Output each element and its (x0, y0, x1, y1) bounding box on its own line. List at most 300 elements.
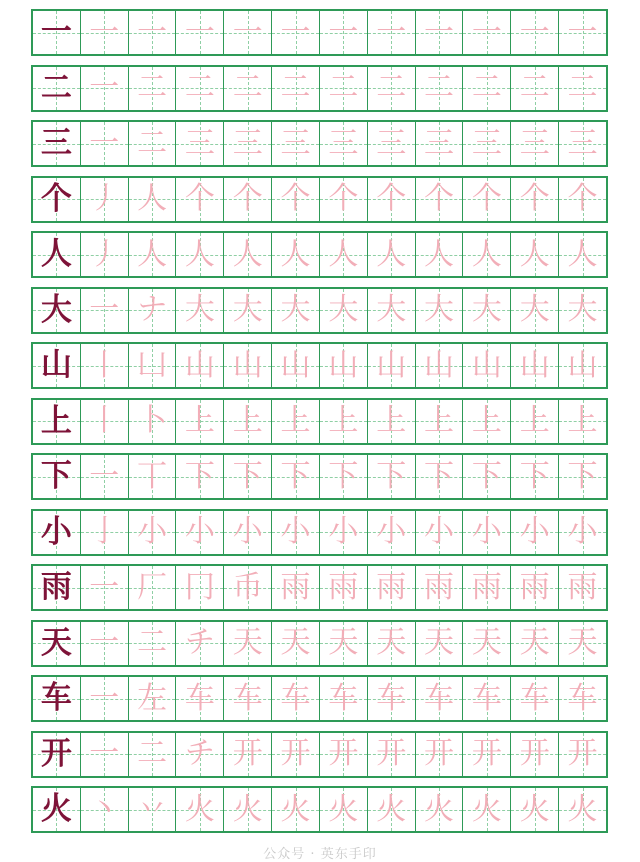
trace-character: 三 (424, 125, 455, 161)
trace-character: 下 (424, 458, 455, 494)
grid-cell (367, 344, 415, 387)
trace-character: 丅 (137, 458, 168, 494)
grid-cell (80, 677, 128, 720)
trace-character: 左 (137, 680, 168, 716)
grid-cell (80, 511, 128, 554)
grid-cell (510, 344, 558, 387)
trace-character: 凵 (137, 347, 168, 383)
trace-character: 人 (328, 236, 359, 272)
grid-cell (510, 622, 558, 665)
trace-character: 山 (519, 347, 550, 383)
grid-cell (367, 788, 415, 831)
grid-cell (415, 455, 463, 498)
grid-cell (462, 788, 510, 831)
trace-character: 二 (137, 125, 168, 161)
grid-cell (510, 67, 558, 110)
trace-character: 冂 (184, 569, 215, 605)
grid-cell (462, 455, 510, 498)
trace-character: 上 (471, 403, 502, 438)
trace-character: 一 (89, 458, 120, 494)
trace-character: 天 (328, 625, 359, 660)
model-character: 大 (40, 291, 72, 328)
trace-character: 丷 (137, 791, 168, 827)
grid-cell (175, 233, 223, 276)
grid-cell (175, 733, 223, 776)
grid-cell (33, 67, 80, 110)
trace-character: 丶 (89, 791, 120, 827)
trace-character: 丨 (89, 403, 120, 438)
trace-character: 二 (471, 70, 502, 105)
practice-row (31, 231, 608, 278)
practice-row (31, 509, 608, 556)
grid-cell (319, 178, 367, 221)
grid-cell (510, 11, 558, 54)
trace-character: 大 (232, 292, 263, 327)
model-character: 山 (40, 347, 72, 383)
grid-cell (128, 622, 176, 665)
grid-cell (128, 788, 176, 831)
grid-cell (367, 233, 415, 276)
trace-character: 个 (328, 181, 359, 216)
model-character: 雨 (40, 569, 72, 605)
grid-cell (510, 677, 558, 720)
grid-cell (462, 67, 510, 110)
grid-cell (271, 11, 319, 54)
trace-character: 开 (519, 736, 550, 771)
trace-character: 个 (519, 181, 550, 216)
grid-cell (558, 400, 606, 443)
grid-cell (128, 344, 176, 387)
grid-cell (510, 511, 558, 554)
trace-character: 人 (280, 236, 311, 272)
trace-character: 雨 (567, 569, 598, 605)
grid-cell (223, 122, 271, 165)
grid-cell (175, 622, 223, 665)
trace-character: 上 (328, 403, 359, 438)
grid-cell (223, 622, 271, 665)
practice-row (31, 9, 608, 56)
practice-row (31, 786, 608, 833)
trace-character: 个 (424, 181, 455, 216)
practice-row (31, 65, 608, 112)
trace-character: 下 (567, 458, 598, 494)
trace-character: 下 (328, 458, 359, 494)
grid-cell (367, 289, 415, 332)
trace-character: 个 (184, 181, 215, 216)
trace-character: 开 (280, 736, 311, 771)
model-character: 天 (40, 624, 72, 661)
grid-cell (462, 511, 510, 554)
trace-character: 人 (424, 236, 455, 272)
trace-character: 火 (471, 791, 502, 827)
grid-cell (367, 511, 415, 554)
trace-character: 一 (184, 14, 215, 50)
grid-cell (367, 455, 415, 498)
trace-character: 一 (519, 14, 550, 50)
grid-cell (510, 455, 558, 498)
grid-cell (510, 178, 558, 221)
trace-character: 一 (232, 14, 263, 50)
grid-cell (415, 122, 463, 165)
grid-cell (175, 67, 223, 110)
grid-cell (367, 400, 415, 443)
grid-cell (80, 67, 128, 110)
model-character: 上 (40, 402, 72, 439)
grid-cell (223, 289, 271, 332)
grid-cell (319, 622, 367, 665)
grid-cell (223, 400, 271, 443)
model-character: 小 (40, 513, 72, 550)
grid-cell (128, 733, 176, 776)
grid-cell (175, 400, 223, 443)
grid-cell (415, 788, 463, 831)
practice-row (31, 176, 608, 223)
trace-character: 大 (280, 292, 311, 327)
trace-character: 二 (328, 70, 359, 105)
trace-character: 车 (376, 680, 407, 716)
grid-cell (415, 344, 463, 387)
trace-character: 亅 (89, 514, 120, 549)
trace-character: 大 (519, 292, 550, 327)
grid-cell (558, 622, 606, 665)
trace-character: 小 (567, 514, 598, 549)
grid-cell (319, 455, 367, 498)
model-character: 开 (40, 735, 72, 772)
grid-cell (223, 677, 271, 720)
grid-cell (223, 788, 271, 831)
trace-character: ナ (137, 292, 168, 327)
trace-character: 三 (232, 125, 263, 161)
grid-cell (462, 677, 510, 720)
model-character: 个 (40, 180, 72, 217)
grid-cell (558, 233, 606, 276)
grid-cell (558, 788, 606, 831)
trace-character: 山 (567, 347, 598, 383)
trace-character: 小 (232, 514, 263, 549)
grid-cell (128, 677, 176, 720)
grid-cell (319, 233, 367, 276)
trace-character: 火 (567, 791, 598, 827)
grid-cell (558, 178, 606, 221)
grid-cell (33, 344, 80, 387)
trace-character: 二 (280, 70, 311, 105)
trace-character: 个 (280, 181, 311, 216)
grid-cell (271, 400, 319, 443)
trace-character: 天 (567, 625, 598, 660)
trace-character: 个 (376, 181, 407, 216)
grid-cell (80, 344, 128, 387)
grid-cell (462, 289, 510, 332)
trace-character: 一 (89, 125, 120, 161)
grid-cell (367, 178, 415, 221)
trace-character: 下 (184, 458, 215, 494)
grid-cell (319, 400, 367, 443)
grid-cell (80, 400, 128, 443)
trace-character: 车 (567, 680, 598, 716)
trace-character: 卜 (137, 403, 168, 438)
trace-character: 三 (328, 125, 359, 161)
trace-character: 大 (424, 292, 455, 327)
grid-cell (80, 233, 128, 276)
trace-character: 小 (137, 514, 168, 549)
grid-cell (223, 566, 271, 609)
grid-cell (558, 455, 606, 498)
trace-character: 一 (89, 736, 120, 771)
grid-cell (462, 11, 510, 54)
grid-cell (462, 344, 510, 387)
grid-cell (415, 178, 463, 221)
trace-character: 雨 (280, 569, 311, 605)
trace-character: 车 (471, 680, 502, 716)
trace-character: 开 (424, 736, 455, 771)
grid-cell (271, 178, 319, 221)
trace-character: 一 (280, 14, 311, 50)
grid-cell (80, 733, 128, 776)
grid-cell (415, 67, 463, 110)
grid-cell (415, 733, 463, 776)
grid-cell (319, 67, 367, 110)
grid-cell (367, 733, 415, 776)
trace-character: 一 (567, 14, 598, 50)
grid-cell (271, 344, 319, 387)
grid-cell (510, 122, 558, 165)
trace-character: 大 (184, 292, 215, 327)
grid-cell (175, 178, 223, 221)
grid-cell (558, 289, 606, 332)
trace-character: 火 (280, 791, 311, 827)
trace-character: 山 (184, 347, 215, 383)
trace-character: 车 (519, 680, 550, 716)
grid-cell (128, 11, 176, 54)
trace-character: 人 (471, 236, 502, 272)
grid-cell (175, 788, 223, 831)
grid-cell (462, 178, 510, 221)
grid-cell (415, 511, 463, 554)
trace-character: 火 (519, 791, 550, 827)
practice-row (31, 564, 608, 611)
trace-character: 小 (424, 514, 455, 549)
grid-cell (271, 733, 319, 776)
trace-character: 山 (280, 347, 311, 383)
grid-cell (33, 455, 80, 498)
practice-sheet (31, 9, 608, 842)
practice-row (31, 731, 608, 778)
grid-cell (367, 122, 415, 165)
grid-cell (271, 511, 319, 554)
grid-cell (558, 677, 606, 720)
grid-cell (319, 677, 367, 720)
trace-character: 天 (376, 625, 407, 660)
grid-cell (558, 566, 606, 609)
grid-cell (223, 67, 271, 110)
trace-character: 开 (376, 736, 407, 771)
trace-character: 二 (376, 70, 407, 105)
trace-character: 小 (519, 514, 550, 549)
trace-character: 天 (424, 625, 455, 660)
grid-cell (271, 788, 319, 831)
trace-character: 二 (137, 736, 168, 771)
model-character: 人 (40, 236, 72, 272)
trace-character: 下 (280, 458, 311, 494)
trace-character: 小 (184, 514, 215, 549)
trace-character: 雨 (328, 569, 359, 605)
grid-cell (271, 566, 319, 609)
practice-row (31, 287, 608, 334)
grid-cell (462, 400, 510, 443)
grid-cell (33, 289, 80, 332)
grid-cell (367, 11, 415, 54)
grid-cell (33, 677, 80, 720)
trace-character: 车 (280, 680, 311, 716)
trace-character: 一 (137, 14, 168, 50)
grid-cell (80, 622, 128, 665)
trace-character: 车 (184, 680, 215, 716)
trace-character: 个 (567, 181, 598, 216)
trace-character: 雨 (376, 569, 407, 605)
grid-cell (271, 622, 319, 665)
trace-character: 二 (137, 625, 168, 660)
trace-character: 雨 (424, 569, 455, 605)
grid-cell (33, 566, 80, 609)
practice-row (31, 453, 608, 500)
trace-character: 一 (89, 625, 120, 660)
trace-character: 人 (184, 236, 215, 272)
grid-cell (558, 122, 606, 165)
trace-character: 人 (376, 236, 407, 272)
trace-character: 丿 (89, 181, 120, 216)
trace-character: 二 (424, 70, 455, 105)
trace-character: 雨 (519, 569, 550, 605)
model-character: 车 (40, 680, 72, 716)
practice-row (31, 620, 608, 667)
practice-row (31, 398, 608, 445)
grid-cell (175, 11, 223, 54)
trace-character: 开 (567, 736, 598, 771)
trace-character: 三 (184, 125, 215, 161)
trace-character: 人 (137, 236, 168, 272)
grid-cell (80, 11, 128, 54)
grid-cell (128, 400, 176, 443)
trace-character: 火 (328, 791, 359, 827)
trace-character: 火 (232, 791, 263, 827)
trace-character: 山 (328, 347, 359, 383)
trace-character: 三 (471, 125, 502, 161)
trace-character: 个 (471, 181, 502, 216)
grid-cell (175, 289, 223, 332)
grid-cell (33, 511, 80, 554)
model-character: 二 (40, 69, 72, 106)
grid-cell (175, 344, 223, 387)
footer-watermark: 公众号 · 英东手印 (263, 847, 377, 862)
trace-character: 三 (567, 125, 598, 161)
trace-character: 山 (471, 347, 502, 383)
grid-cell (510, 400, 558, 443)
grid-cell (558, 67, 606, 110)
grid-cell (415, 11, 463, 54)
grid-cell (462, 233, 510, 276)
trace-character: 二 (232, 70, 263, 105)
grid-cell (128, 178, 176, 221)
grid-cell (175, 677, 223, 720)
grid-cell (128, 122, 176, 165)
trace-character: 天 (232, 625, 263, 660)
trace-character: 山 (424, 347, 455, 383)
trace-character: 火 (424, 791, 455, 827)
grid-cell (80, 566, 128, 609)
trace-character: 上 (184, 403, 215, 438)
trace-character: 开 (232, 736, 263, 771)
grid-cell (223, 11, 271, 54)
trace-character: 雨 (471, 569, 502, 605)
grid-cell (319, 289, 367, 332)
grid-cell (319, 344, 367, 387)
grid-cell (128, 511, 176, 554)
grid-cell (510, 788, 558, 831)
trace-character: 大 (376, 292, 407, 327)
trace-character: 小 (376, 514, 407, 549)
grid-cell (367, 677, 415, 720)
trace-character: 丨 (89, 347, 120, 383)
trace-character: 上 (424, 403, 455, 438)
trace-character: チ (184, 625, 215, 660)
grid-cell (367, 566, 415, 609)
trace-character: 二 (567, 70, 598, 105)
trace-character: 大 (471, 292, 502, 327)
trace-character: 三 (280, 125, 311, 161)
trace-character: 一 (89, 70, 120, 105)
trace-character: 人 (137, 181, 168, 216)
practice-row (31, 120, 608, 167)
trace-character: 开 (471, 736, 502, 771)
grid-cell (367, 67, 415, 110)
trace-character: 小 (471, 514, 502, 549)
trace-character: 币 (232, 569, 263, 605)
trace-character: 山 (232, 347, 263, 383)
grid-cell (319, 11, 367, 54)
trace-character: 一 (424, 14, 455, 50)
grid-cell (175, 122, 223, 165)
trace-character: チ (184, 736, 215, 771)
grid-cell (319, 733, 367, 776)
grid-cell (462, 122, 510, 165)
grid-cell (33, 788, 80, 831)
trace-character: 天 (471, 625, 502, 660)
trace-character: 上 (519, 403, 550, 438)
trace-character: 三 (376, 125, 407, 161)
grid-cell (223, 233, 271, 276)
grid-cell (80, 122, 128, 165)
grid-cell (558, 11, 606, 54)
grid-cell (271, 233, 319, 276)
model-character: 一 (40, 14, 72, 50)
trace-character: 上 (567, 403, 598, 438)
trace-character: 开 (328, 736, 359, 771)
grid-cell (33, 122, 80, 165)
trace-character: 下 (232, 458, 263, 494)
trace-character: 下 (471, 458, 502, 494)
grid-cell (510, 566, 558, 609)
grid-cell (415, 677, 463, 720)
trace-character: 三 (519, 125, 550, 161)
practice-row (31, 675, 608, 722)
grid-cell (223, 733, 271, 776)
trace-character: 下 (376, 458, 407, 494)
trace-character: 一 (376, 14, 407, 50)
grid-cell (128, 455, 176, 498)
trace-character: 天 (280, 625, 311, 660)
grid-cell (271, 455, 319, 498)
trace-character: 二 (519, 70, 550, 105)
